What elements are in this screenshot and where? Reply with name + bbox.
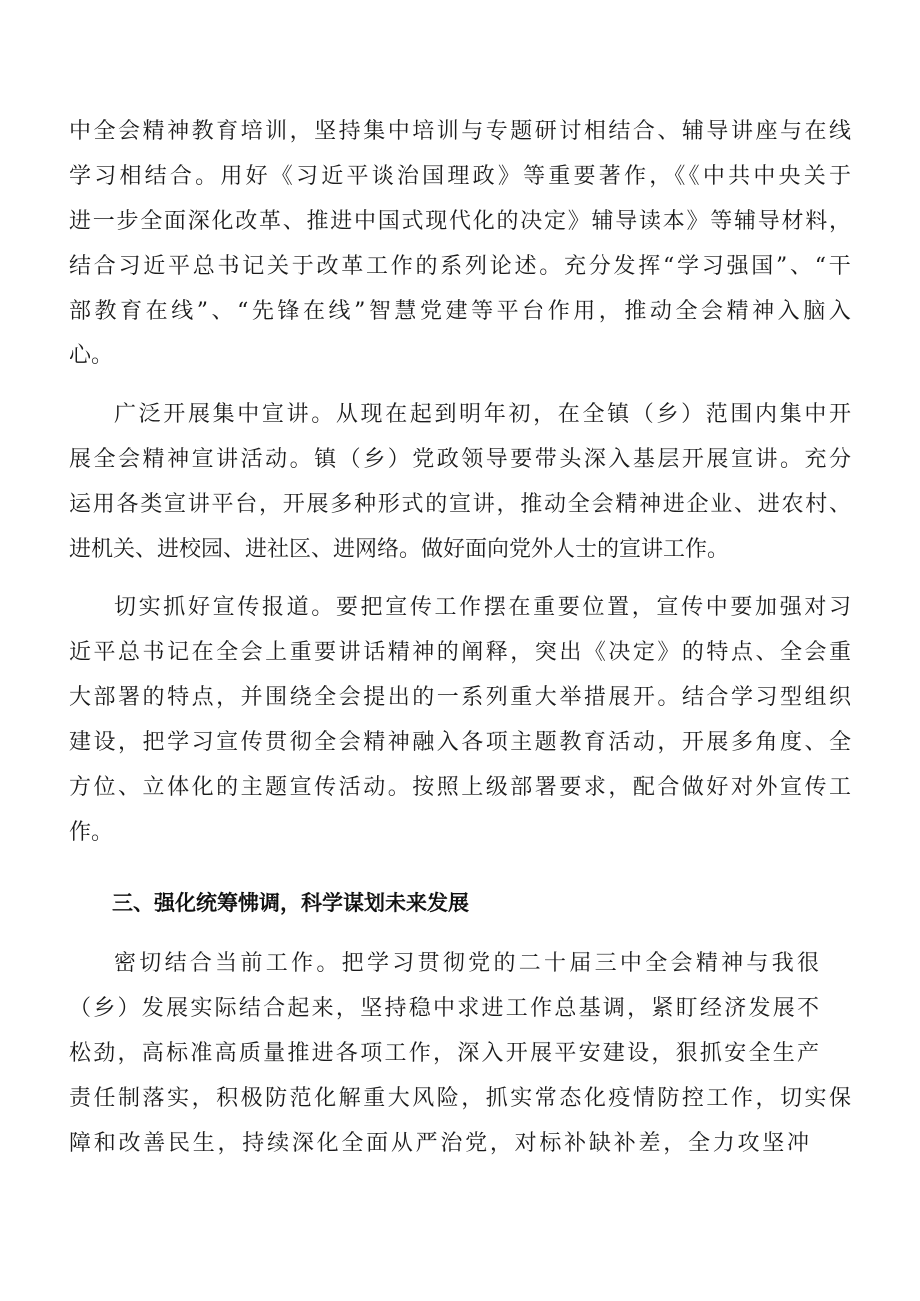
paragraph-1-line-1: 中全会精神教育培训，坚持集中培训与专题研讨相结合、辅导讲座与在线 [69,119,854,144]
paragraph-4-line-2: （乡）发展实际结合起来，坚持稳中求进工作总基调，紧盯经济发展不 [69,996,822,1021]
paragraph-1-line-6: 心。 [69,343,114,368]
paragraph-3-line-4: 建设，把学习宣传贯彻全会精神融入各项主题教育活动，开展多角度、全 [69,730,854,755]
paragraph-2-line-1: 广泛开展集中宣讲。从现在起到明年初，在全镇（乡）范围内集中开 [114,402,854,427]
paragraph-2-line-4: 进机关、进校园、进社区、进网络。做好面向党外人士的宣讲工作。 [69,537,730,562]
paragraph-4-line-3: 松劲，高标准高质量推进各项工作，深入开展平安建设，狠抓安全生产 [69,1041,822,1066]
paragraph-4-line-5: 障和改善民生，持续深化全面从严治党，对标补缺补差，全力攻坚冲 [69,1131,812,1156]
paragraph-1-line-2: 学习相结合。用好《习近平谈治国理政》等重要著作，《《中共中央关于 [69,164,855,189]
paragraph-1-line-4: 结合习近平总书记关于改革工作的系列论述。充分发挥“学习强国”、“干 [69,254,854,279]
paragraph-3-line-2: 近平总书记在全会上重要讲话精神的阐释，突出《决定》的特点、全会重 [69,640,854,665]
paragraph-1-line-5: 部教育在线”、“先锋在线”智慧党建等平台作用，推动全会精神入脑入 [69,299,855,324]
paragraph-1-line-3: 进一步全面深化改革、推进中国式现代化的决定》辅导读本》等辅导材料， [69,209,853,234]
paragraph-3-line-3: 大部署的特点，并围绕全会提出的一系列重大举措展开。结合学习型组织 [69,685,854,710]
paragraph-4-line-4: 责任制落实，积极防范化解重大风险，抓实常态化疫情防控工作，切实保 [69,1086,854,1111]
paragraph-3-line-6: 作。 [69,820,114,845]
paragraph-2-line-2: 展全会精神宣讲活动。镇（乡）党政领导要带头深入基层开展宣讲。充分 [69,447,854,472]
paragraph-3-line-5: 方位、立体化的主题宣传活动。按照上级部署要求，配合做好对外宣传工 [69,775,854,800]
paragraph-3-line-1: 切实抓好宣传报道。要把宣传工作摆在重要位置，宣传中要加强对习 [114,595,854,620]
section-heading-3: 三、强化统筹怫调，科学谋划未来发展 [112,891,469,915]
paragraph-4-line-1: 密切结合当前工作。把学习贯彻党的二十届三中全会精神与我很 [114,951,823,976]
paragraph-2-line-3: 运用各类宣讲平台，开展多种形式的宣讲，推动全会精神进企业、进农村、 [69,492,853,517]
